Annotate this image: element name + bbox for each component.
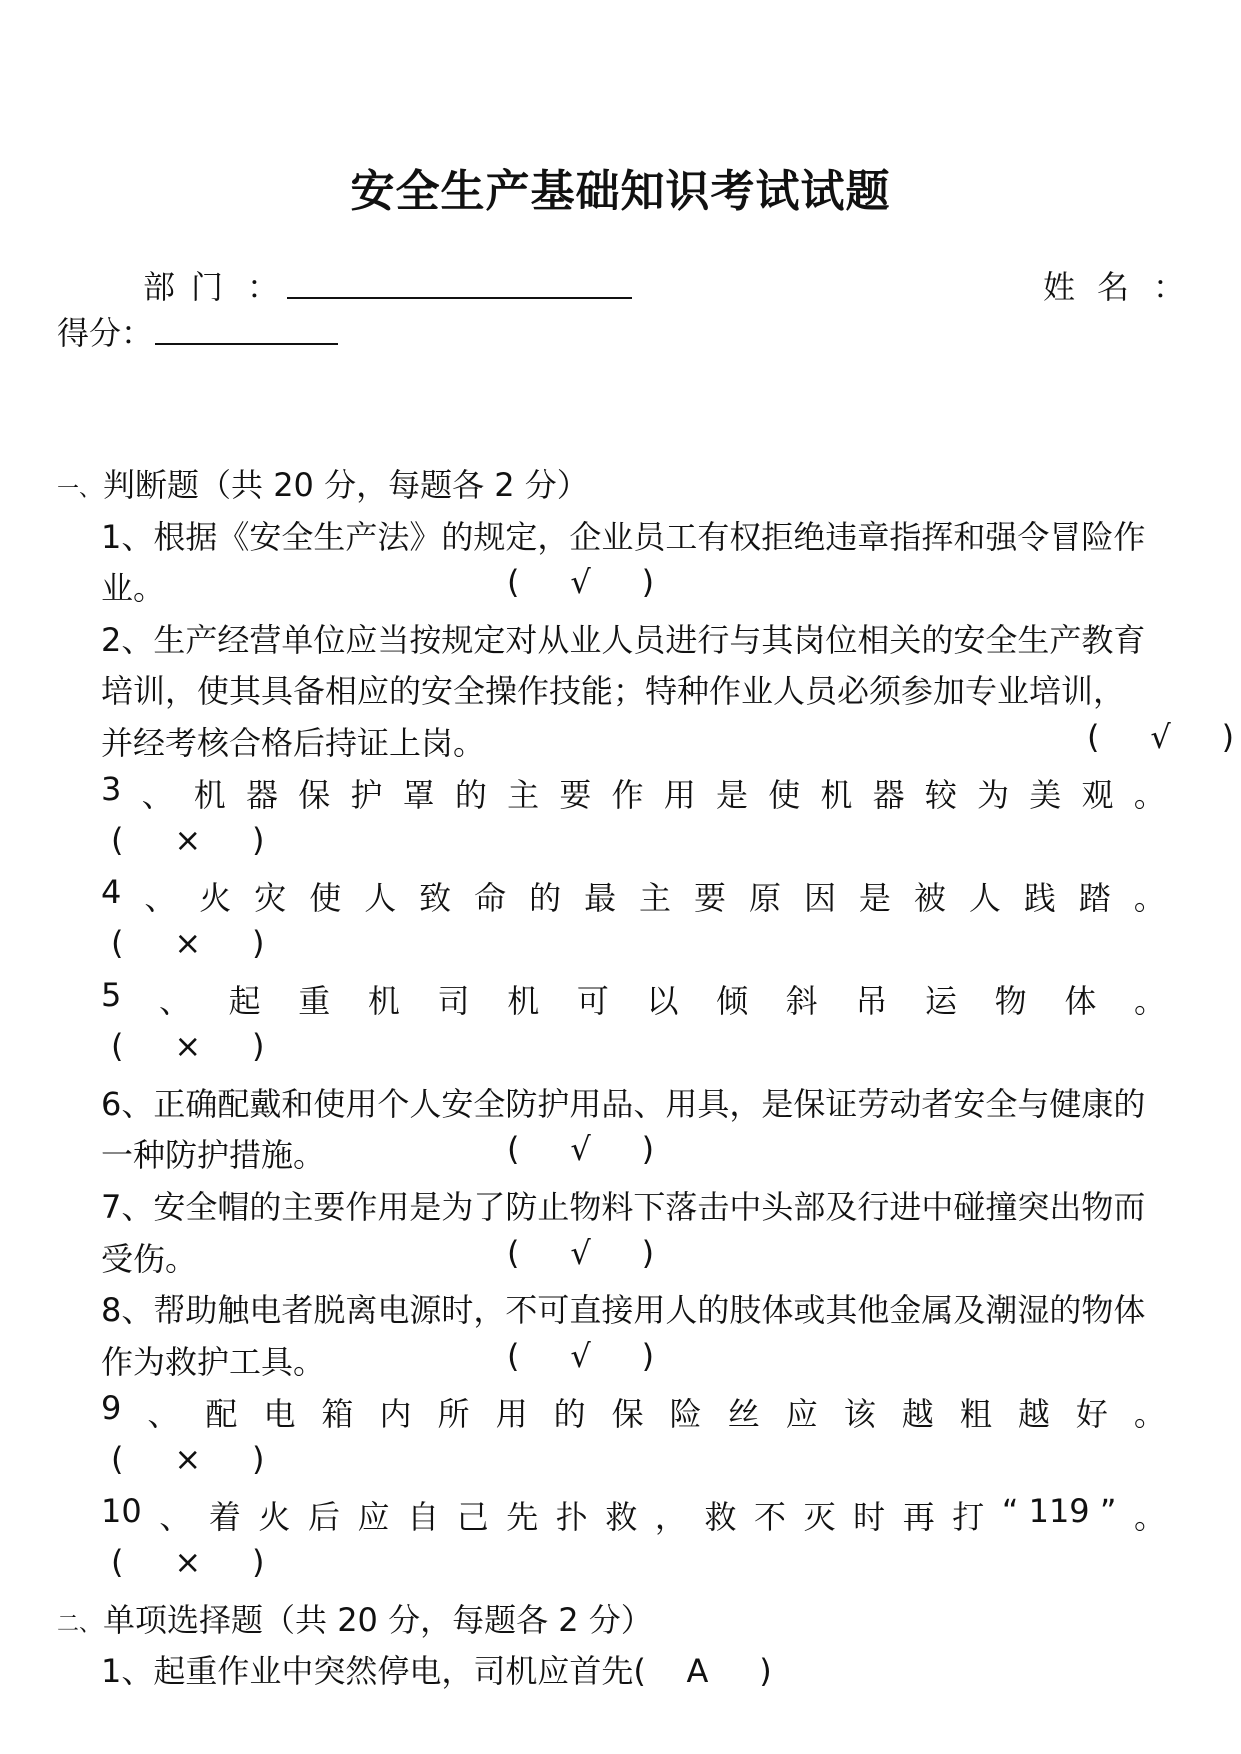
score-label: 得分：	[57, 314, 154, 352]
question-2-line-3: 并经考核合格后持证上岗。	[101, 724, 486, 762]
question-3-text: 3 、 机 器 保 护 罩 的 主 要 作 用 是 使 机 器 较 为 美 观 。	[101, 770, 1166, 814]
question-4-answer: ( × )	[111, 924, 265, 962]
question-8-answer: ( √ )	[507, 1337, 655, 1375]
question-4-text: 4 、 火 灾 使 人 致 命 的 最 主 要 原 因 是 被 人 践 踏 。	[101, 873, 1166, 917]
question-2-answer: ( √ )	[1087, 718, 1235, 756]
question-8-line-1: 8、帮助触电者脱离电源时，不可直接用人的肢体或其他金属及潮湿的物体	[101, 1291, 1146, 1329]
question-9-text: 9 、 配 电 箱 内 所 用 的 保 险 丝 应 该 越 粗 越 好 。	[101, 1389, 1166, 1433]
question-6-answer: ( √ )	[507, 1130, 655, 1168]
dept-label: 部 门 ：	[143, 268, 280, 306]
score-field[interactable]	[155, 343, 338, 345]
question-3-answer: ( × )	[111, 821, 265, 859]
question-2-line-1: 2、生产经营单位应当按规定对从业人员进行与其岗位相关的安全生产教育	[101, 621, 1146, 659]
question-10-text: 10 、 着 火 后 应 自 己 先 扑 救 ， 救 不 灭 时 再 打 “ 119 ” 。	[101, 1492, 1166, 1536]
question-1-line-1: 1、根据《安全生产法》的规定，企业员工有权拒绝违章指挥和强令冒险作	[101, 518, 1146, 556]
question-7-line-1: 7、安全帽的主要作用是为了防止物料下落击中头部及行进中碰撞突出物而	[101, 1188, 1146, 1226]
page-title: 安全生产基础知识考试试题	[350, 166, 891, 217]
question-6-line-2: 一种防护措施。	[101, 1136, 326, 1174]
question-5-answer: ( × )	[111, 1027, 265, 1065]
section-heading-single-choice: 二、单项选择题（共 20 分，每题各 2 分）	[57, 1601, 653, 1639]
question-8-line-2: 作为救护工具。	[101, 1343, 326, 1381]
section-heading-judgement: 一、判断题（共 20 分，每题各 2 分）	[57, 466, 589, 504]
question-2-line-2: 培训，使其具备相应的安全操作技能；特种作业人员必须参加专业培训，	[101, 672, 1126, 710]
name-label: 姓 名 ：	[1043, 268, 1186, 306]
question-5-text: 5 、 起 重 机 司 机 可 以 倾 斜 吊 运 物 体 。	[101, 976, 1166, 1020]
question-7-answer: ( √ )	[507, 1234, 655, 1272]
question-9-answer: ( × )	[111, 1440, 265, 1478]
question-6-line-1: 6、正确配戴和使用个人安全防护用品、用具，是保证劳动者安全与健康的	[101, 1085, 1146, 1123]
question-10-answer: ( × )	[111, 1543, 265, 1581]
question-1-line-2: 业。	[101, 569, 166, 607]
question-1-answer: ( √ )	[507, 563, 655, 601]
choice-question-1: 1、起重作业中突然停电，司机应首先( A )	[101, 1652, 772, 1690]
question-7-line-2: 受伤。	[101, 1240, 198, 1278]
dept-field[interactable]	[287, 297, 632, 299]
